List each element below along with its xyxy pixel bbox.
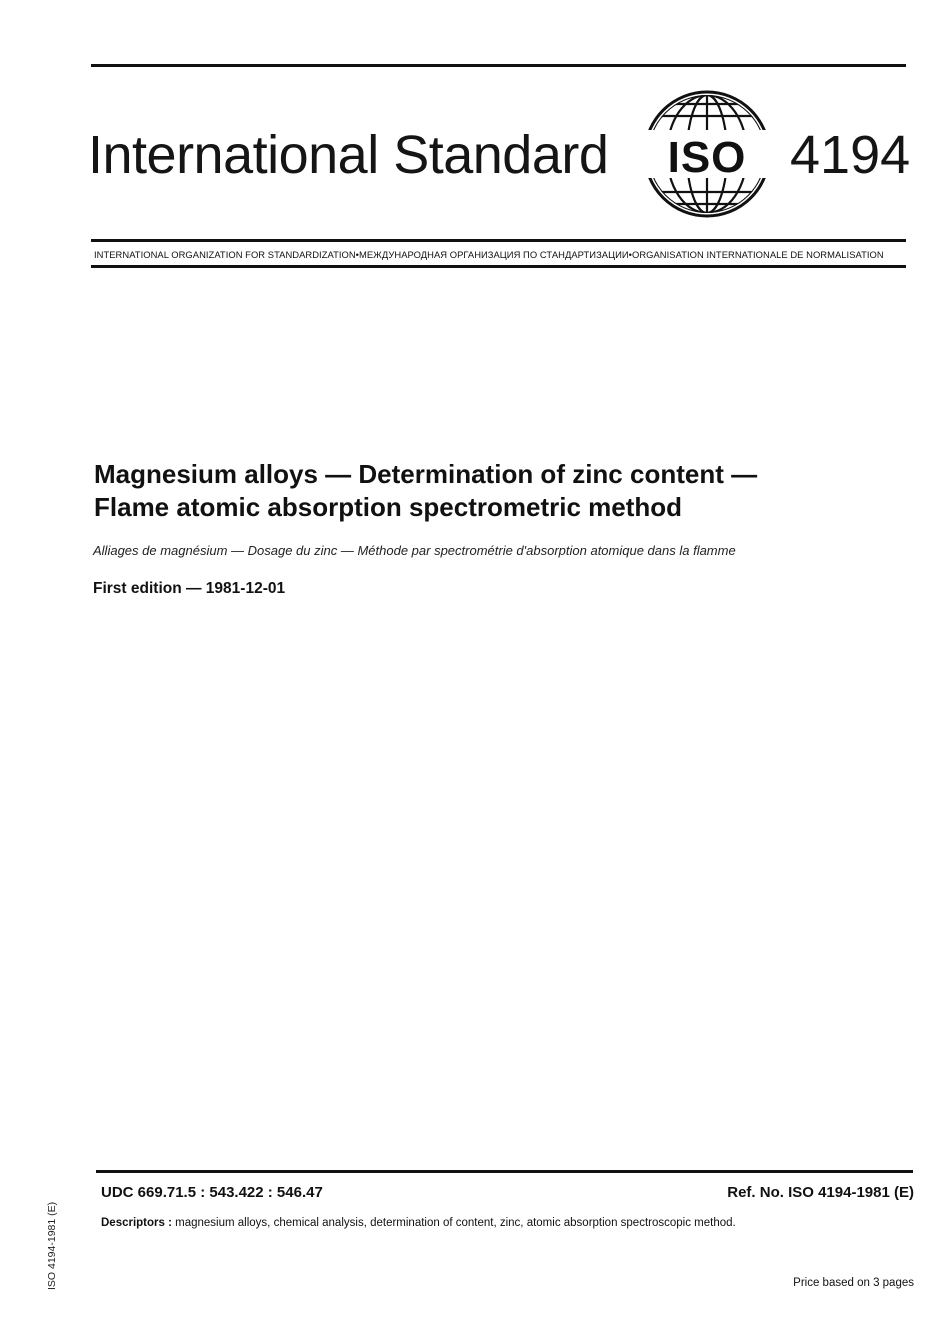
organization-line: INTERNATIONAL ORGANIZATION FOR STANDARDIZATION•МЕЖДУНАРОДНАЯ ОРГАНИЗАЦИЯ ПО СТАНДАРТИЗАЦИИ•ORGANISATION INTERNATIONALE DE NORMALISATION bbox=[94, 249, 884, 260]
udc-code: UDC 669.71.5 : 543.422 : 546.47 bbox=[101, 1184, 323, 1201]
top-rule bbox=[91, 64, 906, 67]
document-type-heading: International Standard bbox=[88, 125, 609, 185]
descriptors bbox=[101, 1217, 736, 1229]
document-title bbox=[94, 458, 757, 524]
standard-number: 4194 bbox=[790, 125, 911, 185]
price-note: Price based on 3 pages bbox=[793, 1277, 914, 1289]
side-reference: ISO 4194-1981 (E) bbox=[46, 1201, 58, 1290]
iso-logo-text: ISO bbox=[667, 133, 747, 182]
descriptors-text: magnesium alloys, chemical analysis, determination of content, zinc, atomic absorption spectroscopic method. bbox=[175, 1217, 736, 1229]
french-title: Alliages de magnésium — Dosage du zinc — Méthode par spectrométrie d'absorption atomique dans la flamme bbox=[93, 543, 736, 558]
footer-rule bbox=[96, 1170, 913, 1173]
org-rule-bottom bbox=[91, 265, 906, 268]
org-rule-top bbox=[91, 239, 906, 242]
title-line-2: Flame atomic absorption spectrometric method bbox=[94, 492, 683, 522]
title-line-1: Magnesium alloys — Determination of zinc content — bbox=[94, 459, 758, 489]
edition-line: First edition — 1981-12-01 bbox=[93, 580, 286, 597]
iso-logo bbox=[643, 90, 771, 218]
reference-number: Ref. No. ISO 4194-1981 (E) bbox=[727, 1184, 914, 1201]
descriptors-label: Descriptors : bbox=[101, 1217, 172, 1229]
